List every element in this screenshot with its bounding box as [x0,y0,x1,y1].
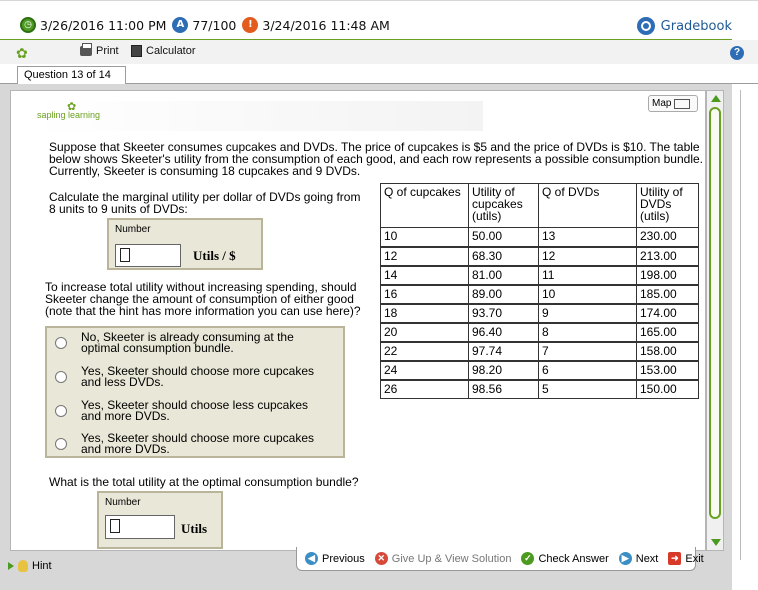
map-label: Map [652,98,672,109]
radio-button[interactable] [55,405,67,417]
q3-number-box [97,491,223,549]
radio-button[interactable] [55,337,67,349]
option-4[interactable] [55,433,331,455]
table-cell: 12 [381,247,469,266]
gradebook-label: Gradebook [660,18,732,34]
table-cell: 81.00 [469,266,539,285]
assignment-meta [20,17,396,33]
table-cell: 14 [381,266,469,285]
table-cell: 213.00 [637,247,699,266]
map-button[interactable] [648,95,698,112]
tab-question[interactable]: Question 13 of 14 [17,66,126,84]
assigned-date: 3/26/2016 11:00 PM [40,17,167,33]
exit-button[interactable] [668,552,703,565]
table-cell: 230.00 [637,228,699,247]
arrow-right-icon: ▶ [619,552,632,565]
printer-icon [80,46,92,56]
table-cell: 198.00 [637,266,699,285]
table-row [381,361,699,380]
arrow-left-icon: ◀ [305,552,318,565]
q1-number-label: Number [115,224,151,235]
q3-answer-input[interactable] [110,519,120,533]
question-tab-row [0,64,758,84]
question-frame [0,84,732,590]
q3-unit: Utils [181,521,207,536]
check-answer-button[interactable] [521,552,608,565]
q1-answer-input[interactable] [120,248,130,262]
table-row [381,380,699,399]
exit-label: Exit [685,552,704,565]
option-label: Yes, Skeeter should choose less cupcakes and more DVDs. [81,398,309,423]
option-1[interactable] [55,332,331,354]
table-cell: 98.20 [469,361,539,380]
clock-icon: ◷ [20,17,36,33]
table-header: Utility of cupcakes (utils) [469,184,539,228]
table-cell: 8 [539,323,637,342]
gradebook-link[interactable] [637,17,732,35]
table-row [381,285,699,304]
scroll-up-icon[interactable] [711,95,721,102]
gradebook-icon [637,17,655,35]
table-row [381,266,699,285]
expand-arrow-icon [8,562,14,570]
question-2-text: To increase total utility without increasing spending, should Skeeter change the amount of consumption of either good (note that the hint has more information you can use here)? [45,280,361,318]
check-answer-label: Check Answer [538,552,609,565]
hint-button[interactable] [8,560,52,572]
table-cell: 174.00 [637,304,699,323]
calculator-label: Calculator [146,45,196,57]
print-label: Print [96,45,119,57]
table-cell: 98.56 [469,380,539,399]
toolbar [0,40,758,64]
table-cell: 96.40 [469,323,539,342]
sapling-logo: ✿ sapling learning [37,101,101,120]
table-header: Q of cupcakes [381,184,469,228]
table-cell: 26 [381,380,469,399]
previous-label: Previous [322,552,365,565]
table-cell: 165.00 [637,323,699,342]
next-button[interactable] [619,552,659,565]
table-row [381,342,699,361]
right-divider [740,90,741,560]
table-body [381,228,699,399]
print-button[interactable] [80,45,119,57]
q3-number-label: Number [105,497,141,508]
radio-button[interactable] [55,371,67,383]
table-cell: 185.00 [637,285,699,304]
give-up-button[interactable] [375,552,512,565]
table-cell: 68.30 [469,247,539,266]
q1-number-box [107,218,263,270]
logo-strip [33,101,483,131]
question-content [10,90,706,551]
table-cell: 10 [539,285,637,304]
table-row [381,304,699,323]
table-cell: 13 [539,228,637,247]
option-2[interactable] [55,366,331,388]
give-up-icon: ✕ [375,552,388,565]
top-bar [0,0,758,40]
check-icon: ✓ [521,552,534,565]
table-cell: 16 [381,285,469,304]
table-cell: 18 [381,304,469,323]
due-date: 3/24/2016 11:48 AM [262,17,390,33]
question-intro: Suppose that Skeeter consumes cupcakes and DVDs. The price of cupcakes is $5 and the price of DVDs is $10. The table below shows Skeeter's utility from the consumption of each good, and each row represents a possible consumption bundle. Currently, Skeeter is consuming 18 cupcakes and 9 DVDs. [49,140,703,178]
question-1-text: Calculate the marginal utility per dollar of DVDs going from 8 units to 9 units of DVDs: [49,190,361,216]
table-header: Utility of DVDs (utils) [637,184,699,228]
table-cell: 12 [539,247,637,266]
table-cell: 9 [539,304,637,323]
q3-answer-field [105,515,175,539]
score-value: 77/100 [192,17,237,33]
table-cell: 97.74 [469,342,539,361]
vertical-scrollbar[interactable] [706,90,724,551]
table-header-row [381,184,699,228]
table-cell: 20 [381,323,469,342]
option-label: No, Skeeter is already consuming at the optimal consumption bundle. [81,330,294,355]
table-cell: 89.00 [469,285,539,304]
sprout-logo-icon: ✿ [16,45,28,61]
q2-options [45,326,345,458]
lightbulb-icon [18,560,28,572]
q1-answer-field [115,244,181,267]
table-cell: 11 [539,266,637,285]
q1-unit: Utils / $ [193,248,236,263]
table-cell: 10 [381,228,469,247]
table-cell: 158.00 [637,342,699,361]
table-cell: 24 [381,361,469,380]
calculator-icon [131,45,142,57]
scroll-thumb[interactable] [709,107,721,519]
give-up-label: Give Up & View Solution [391,552,512,565]
table-cell: 50.00 [469,228,539,247]
radio-button[interactable] [55,438,67,450]
due-icon: ! [242,17,258,33]
question-3-text: What is the total utility at the optimal consumption bundle? [49,475,359,489]
previous-button[interactable] [305,552,365,565]
table-row [381,228,699,247]
score-icon: A [172,17,188,33]
table-cell: 150.00 [637,380,699,399]
table-cell: 7 [539,342,637,361]
leaf-icon: ✿ [67,101,77,113]
next-label: Next [635,552,659,565]
help-icon[interactable]: ? [730,46,744,60]
exit-icon: ➜ [668,552,681,565]
table-row [381,247,699,266]
hint-label: Hint [32,560,52,572]
option-3[interactable] [55,400,331,422]
table-cell: 5 [539,380,637,399]
table-cell: 153.00 [637,361,699,380]
nav-buttons [296,547,704,571]
utility-table [380,183,699,399]
scroll-down-icon[interactable] [711,539,721,546]
option-label: Yes, Skeeter should choose more cupcakes and less DVDs. [81,364,315,389]
option-label: Yes, Skeeter should choose more cupcakes and more DVDs. [81,431,315,456]
table-cell: 22 [381,342,469,361]
table-cell: 6 [539,361,637,380]
calculator-button[interactable] [131,45,196,57]
bottom-nav [0,551,732,590]
map-icon [674,99,690,109]
table-header: Q of DVDs [539,184,637,228]
table-cell: 93.70 [469,304,539,323]
table-row [381,323,699,342]
